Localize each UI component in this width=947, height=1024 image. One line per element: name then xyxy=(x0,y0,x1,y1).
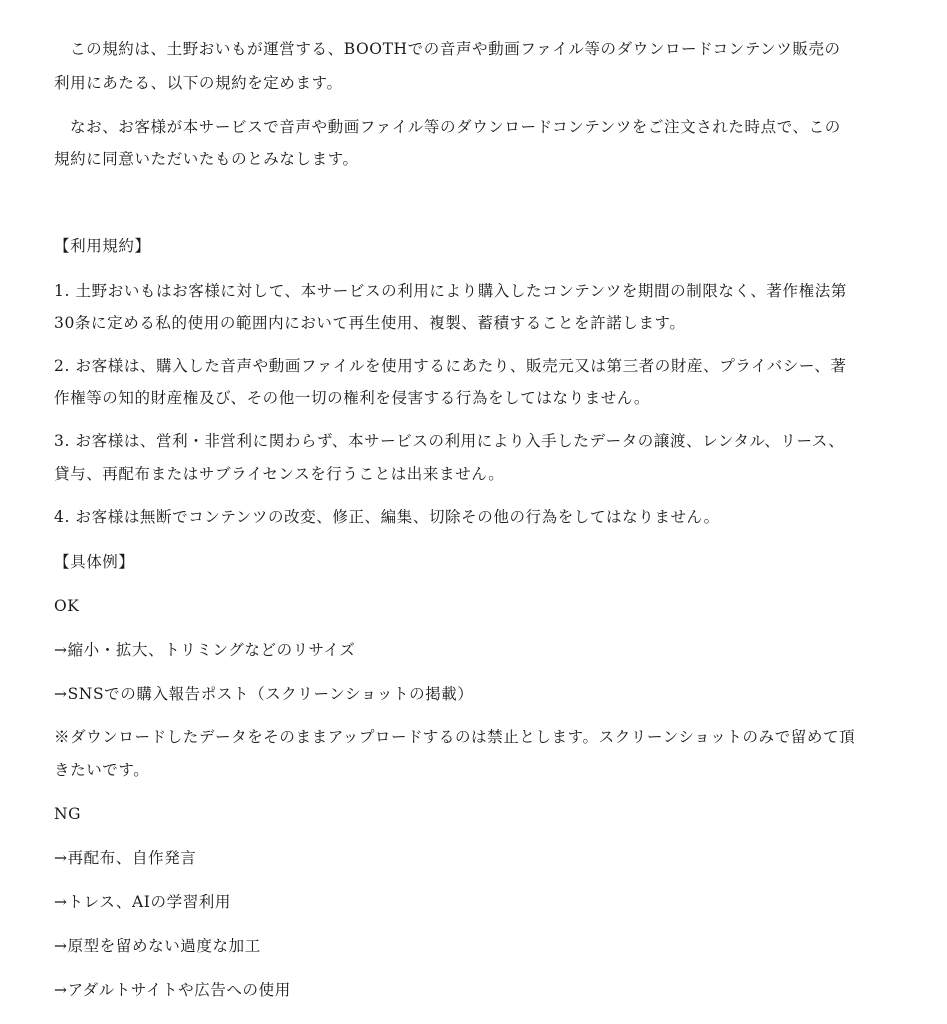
term-2-line-2: 作権等の知的財産権及び、その他一切の権利を侵害する行為をしてはなりません。 xyxy=(54,389,651,407)
notice-line-1: なお、お客様が本サービスで音声や動画ファイル等のダウンロードコンテンツをご注文された時点で、この xyxy=(70,118,841,136)
note-line-2: きたいです。 xyxy=(54,761,150,779)
ok-label: OK xyxy=(54,597,80,615)
examples-heading: 【具体例】 xyxy=(54,553,135,571)
terms-heading: 【利用規約】 xyxy=(54,237,151,255)
note-line-1: ※ダウンロードしたデータをそのままアップロードするのは禁止とします。スクリーンショットのみで留めて頂 xyxy=(54,728,856,746)
ng-item: →再配布、自作発言 xyxy=(54,849,197,867)
term-3-line-2: 貸与、再配布またはサブライセンスを行うことは出来ません。 xyxy=(54,465,505,483)
ng-label: NG xyxy=(54,805,82,823)
term-1-line-1: 1. 土野おいもはお客様に対して、本サービスの利用により購入したコンテンツを期間の制限なく、著作権法第 xyxy=(54,282,847,300)
ng-item: →トレス、AIの学習利用 xyxy=(54,893,232,911)
intro-line-2: 利用にあたる、以下の規約を定めます。 xyxy=(54,74,343,92)
notice-line-2: 規約に同意いただいたものとみなします。 xyxy=(54,150,359,168)
term-4: 4. お客様は無断でコンテンツの改変、修正、編集、切除その他の行為をしてはなりません。 xyxy=(54,508,720,526)
ng-item: →アダルトサイトや広告への使用 xyxy=(54,981,291,999)
ok-item: →縮小・拡大、トリミングなどのリサイズ xyxy=(54,641,356,659)
ng-item: →原型を留めない過度な加工 xyxy=(54,937,261,955)
ok-item: →SNSでの購入報告ポスト（スクリーンショットの掲載） xyxy=(54,685,474,703)
intro-line-1: この規約は、土野おいもが運営する、BOOTHでの音声や動画ファイル等のダウンロードコンテンツ販売の xyxy=(70,40,841,58)
term-3-line-1: 3. お客様は、営利・非営利に関わらず、本サービスの利用により入手したデータの譲渡、レンタル、リース、 xyxy=(54,432,845,450)
term-1-line-2: 30条に定める私的使用の範囲内において再生使用、複製、蓄積することを許諾します。 xyxy=(54,314,686,332)
term-2-line-1: 2. お客様は、購入した音声や動画ファイルを使用するにあたり、販売元又は第三者の財産、プライバシー、著 xyxy=(54,357,847,375)
